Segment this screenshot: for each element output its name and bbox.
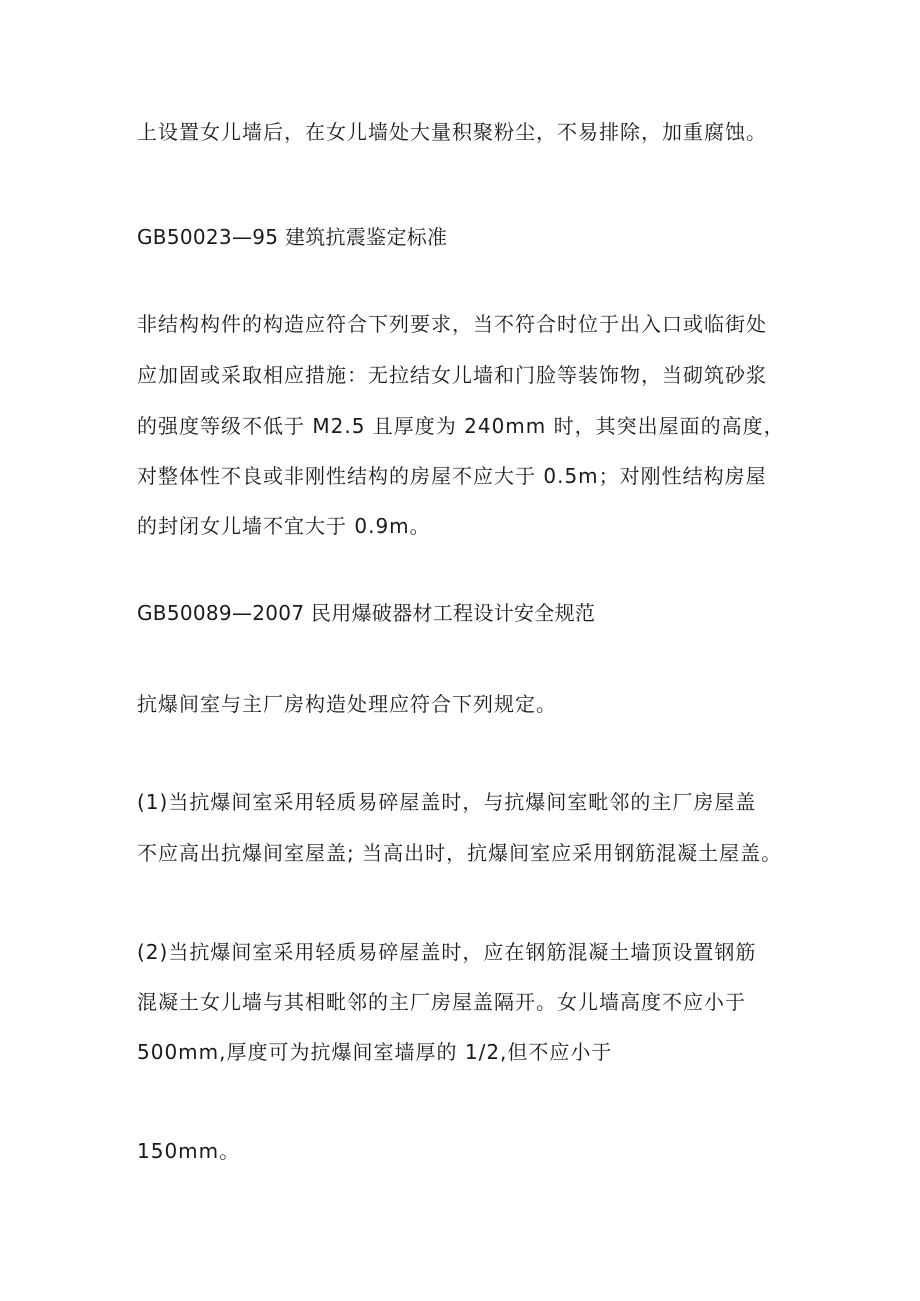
rule-item-1-line-2: 不应高出抗爆间室屋盖; 当高出时，抗爆间室应采用钢筋混凝土屋盖。	[137, 841, 783, 865]
seismic-paragraph-line-3: 的强度等级不低于 M2.5 且厚度为 240mm 时，其突出屋面的高度，	[137, 414, 785, 438]
seismic-paragraph-line-1: 非结构构件的构造应符合下列要求，当不符合时位于出入口或临街处	[137, 312, 767, 336]
rule-item-2-end: 150mm。	[137, 1139, 241, 1163]
seismic-paragraph-line-5: 的封闭女儿墙不宜大于 0.9m。	[137, 514, 431, 538]
standard-heading-gb50089: GB50089—2007 民用爆破器材工程设计安全规范	[137, 601, 596, 625]
rule-item-2-line-2: 混凝土女儿墙与其相毗邻的主厂房屋盖隔开。女儿墙高度不应小于	[137, 990, 746, 1014]
blast-room-intro-paragraph: 抗爆间室与主厂房构造处理应符合下列规定。	[137, 692, 557, 716]
paragraph-parapet-dust: 上设置女儿墙后，在女儿墙处大量积聚粉尘，不易排除，加重腐蚀。	[137, 120, 767, 144]
seismic-paragraph-line-2: 应加固或采取相应措施：无拉结女儿墙和门脸等装饰物，当砌筑砂浆	[137, 363, 767, 387]
rule-item-2-line-1: (2)当抗爆间室采用轻质易碎屋盖时，应在钢筋混凝土墙顶设置钢筋	[137, 940, 757, 964]
rule-item-1-line-1: (1)当抗爆间室采用轻质易碎屋盖时，与抗爆间室毗邻的主厂房屋盖	[137, 790, 757, 814]
standard-heading-gb50023: GB50023—95 建筑抗震鉴定标准	[137, 225, 448, 249]
rule-item-2-line-3: 500mm,厚度可为抗爆间室墙厚的 1/2,但不应小于	[137, 1040, 613, 1064]
seismic-paragraph-line-4: 对整体性不良或非刚性结构的房屋不应大于 0.5m；对刚性结构房屋	[137, 464, 767, 488]
